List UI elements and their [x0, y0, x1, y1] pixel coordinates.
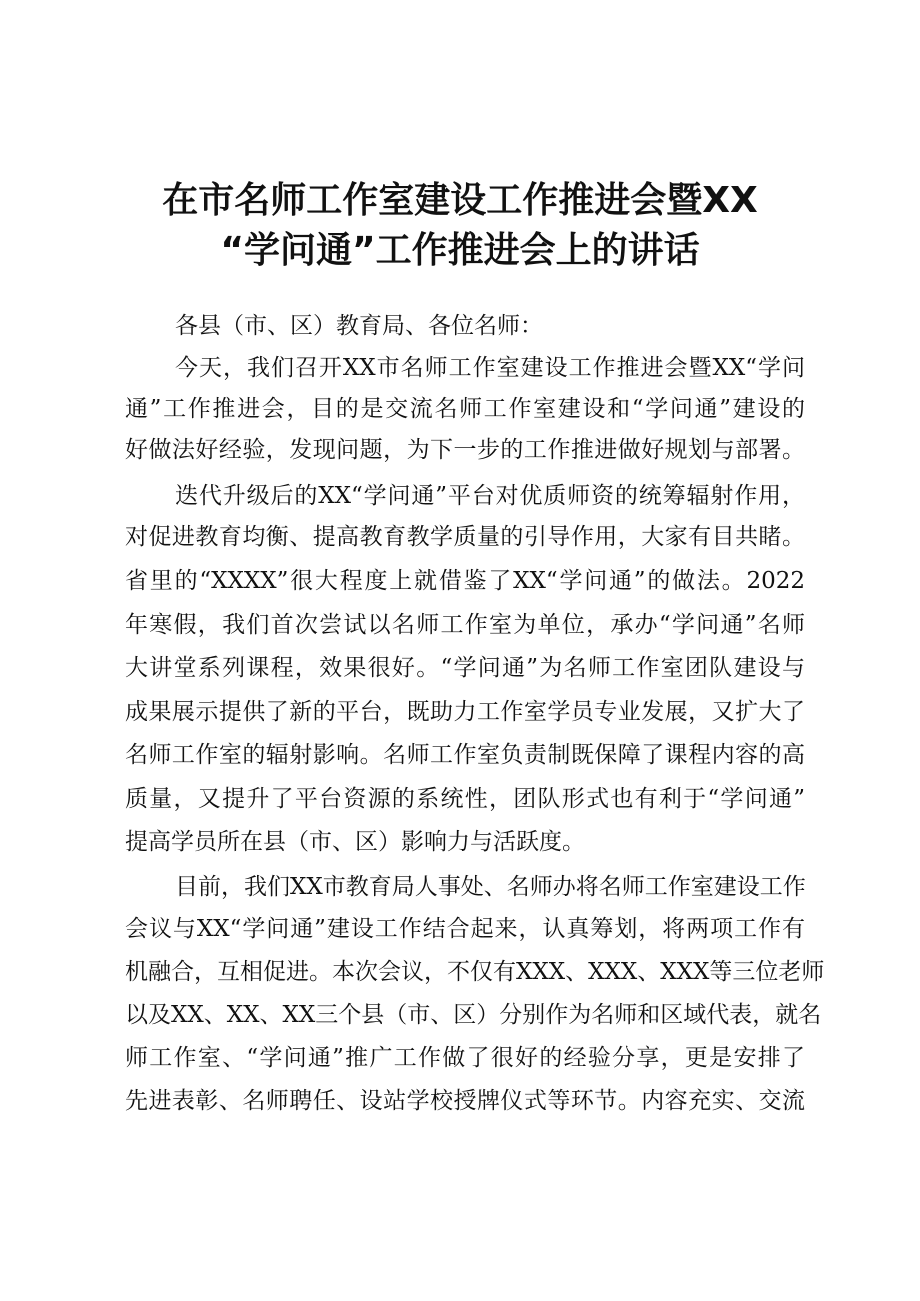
paragraph-2-line: 迭代升级后的XX“学问通”平台对优质师资的统筹辐射作用，	[175, 483, 805, 509]
paragraph-3-line: 会议与XX“学问通”建设工作结合起来，认真筹划，将两项工作有	[125, 916, 805, 942]
paragraph-2-line: 提高学员所在县（市、区）影响力与活跃度。	[125, 829, 585, 855]
paragraph-3-line: 目前，我们XX市教育局人事处、名师办将名师工作室建设工作	[175, 874, 806, 900]
paragraph-1-line: 今天，我们召开XX市名师工作室建设工作推进会暨XX“学问	[175, 355, 805, 381]
paragraph-1-line: 好做法好经验，发现问题，为下一步的工作推进做好规划与部署。	[125, 437, 805, 463]
document-title-line-2: “学问通”工作推进会上的讲话	[220, 230, 700, 271]
paragraph-3-line: 以及XX、XX、XX三个县（市、区）分别作为名师和区域代表，就名	[125, 1002, 822, 1028]
paragraph-2-line: 成果展示提供了新的平台，既助力工作室学员专业发展，又扩大了	[125, 699, 805, 725]
salutation: 各县（市、区）教育局、各位名师：	[175, 313, 543, 339]
paragraph-1-line: 通”工作推进会，目的是交流名师工作室建设和“学问通”建设的	[125, 396, 805, 422]
paragraph-3-line: 机融合，互相促进。本次会议，不仅有XXX、XXX、XXX等三位老师	[125, 959, 825, 985]
paragraph-2-line: 名师工作室的辐射影响。名师工作室负责制既保障了课程内容的高	[125, 742, 805, 768]
paragraph-3-line: 先进表彰、名师聘任、设站学校授牌仪式等环节。内容充实、交流	[125, 1088, 805, 1114]
paragraph-2-line: 质量，又提升了平台资源的系统性，团队形式也有利于“学问通”	[125, 786, 805, 812]
paragraph-2-line: 省里的“XXXX”很大程度上就借鉴了XX“学问通”的做法。2022	[125, 568, 805, 594]
document-title-line-1: 在市名师工作室建设工作推进会暨XX	[162, 180, 758, 221]
paragraph-3-line: 师工作室、“学问通”推广工作做了很好的经验分享，更是安排了	[125, 1045, 805, 1071]
paragraph-2-line: 大讲堂系列课程，效果很好。“学问通”为名师工作室团队建设与	[125, 655, 805, 681]
paragraph-2-line: 对促进教育均衡、提高教育教学质量的引导作用，大家有目共睹。	[125, 524, 805, 550]
paragraph-2-line: 年寒假，我们首次尝试以名师工作室为单位，承办“学问通”名师	[125, 612, 805, 638]
